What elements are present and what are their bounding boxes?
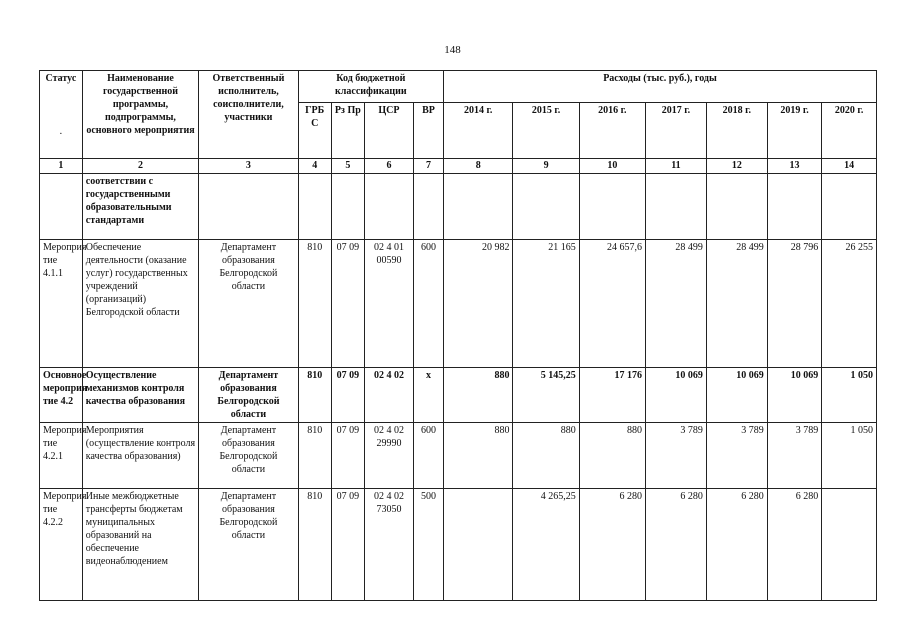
table-row: [40, 489, 877, 601]
vr-cell: х: [414, 368, 444, 423]
value-cell: 24 657,6: [579, 240, 645, 368]
value-cell: [444, 489, 513, 601]
column-number: 9: [513, 159, 579, 174]
name-cell: Мероприятия (осуществление контроля качества образования): [82, 423, 198, 489]
budget-table: [39, 70, 877, 601]
status-cell: Мероприя тие 4.2.1: [40, 423, 83, 489]
value-cell: 21 165: [513, 240, 579, 368]
value-cell: 6 280: [767, 489, 822, 601]
column-number: 2: [82, 159, 198, 174]
vr-header: ВР: [414, 103, 444, 159]
csr-cell: 02 4 02 73050: [364, 489, 413, 601]
year-header: 2016 г.: [579, 103, 645, 159]
value-cell: 6 280: [579, 489, 645, 601]
status-header-mark: .: [59, 126, 63, 137]
column-number: 3: [199, 159, 298, 174]
responsible-cell: Департамент образования Белгородской области: [199, 489, 298, 601]
grbs-cell: 810: [298, 489, 331, 601]
value-cell: [767, 174, 822, 240]
status-cell: Основное мероприя тие 4.2: [40, 368, 83, 423]
value-cell: 3 789: [706, 423, 767, 489]
value-cell: 4 265,25: [513, 489, 579, 601]
column-number: 12: [706, 159, 767, 174]
table-row: [40, 423, 877, 489]
column-number: 14: [822, 159, 877, 174]
value-cell: [645, 174, 706, 240]
value-cell: 5 145,25: [513, 368, 579, 423]
rzpr-cell: [331, 174, 364, 240]
rzpr-cell: 07 09: [331, 489, 364, 601]
value-cell: 10 069: [706, 368, 767, 423]
year-header: 2015 г.: [513, 103, 579, 159]
year-header: 2019 г.: [767, 103, 822, 159]
value-cell: 3 789: [645, 423, 706, 489]
value-cell: 28 499: [706, 240, 767, 368]
column-number: 5: [331, 159, 364, 174]
year-header: 2017 г.: [645, 103, 706, 159]
value-cell: 1 050: [822, 368, 877, 423]
responsible-cell: [199, 174, 298, 240]
table-row: [40, 174, 877, 240]
csr-cell: [364, 174, 413, 240]
rzpr-cell: 07 09: [331, 423, 364, 489]
csr-cell: 02 4 02 29990: [364, 423, 413, 489]
rzpr-cell: 07 09: [331, 368, 364, 423]
responsible-header: Ответственный исполнитель, соисполнители, участники: [199, 71, 298, 159]
column-number: 8: [444, 159, 513, 174]
table-row: [40, 240, 877, 368]
table-row: [40, 368, 877, 423]
grbs-cell: 810: [298, 240, 331, 368]
value-cell: 880: [444, 368, 513, 423]
value-cell: 6 280: [706, 489, 767, 601]
rzpr-header: Рз Пр: [331, 103, 364, 159]
header-row-top: [40, 71, 877, 103]
value-cell: [513, 174, 579, 240]
status-header: [40, 71, 83, 159]
column-number: 10: [579, 159, 645, 174]
name-cell: Обеспечение деятельности (оказание услуг) государственных учреждений (организаций) Белгородской области: [82, 240, 198, 368]
value-cell: 1 050: [822, 423, 877, 489]
name-cell: соответствии с государственными образовательными стандартами: [82, 174, 198, 240]
expenses-header: Расходы (тыс. руб.), годы: [444, 71, 877, 103]
status-cell: [40, 174, 83, 240]
csr-cell: 02 4 02: [364, 368, 413, 423]
csr-header: ЦСР: [364, 103, 413, 159]
name-cell: Иные межбюджетные трансферты бюджетам муниципальных образований на обеспечение видеонаблюдением: [82, 489, 198, 601]
value-cell: 880: [513, 423, 579, 489]
name-cell: Осуществление механизмов контроля качества образования: [82, 368, 198, 423]
vr-cell: 600: [414, 423, 444, 489]
value-cell: 26 255: [822, 240, 877, 368]
value-cell: [579, 174, 645, 240]
value-cell: 880: [444, 423, 513, 489]
value-cell: 10 069: [767, 368, 822, 423]
status-cell: Мероприя тие 4.1.1: [40, 240, 83, 368]
value-cell: [706, 174, 767, 240]
column-number: 13: [767, 159, 822, 174]
grbs-cell: [298, 174, 331, 240]
column-number-row: [40, 159, 877, 174]
year-header: 2018 г.: [706, 103, 767, 159]
value-cell: 17 176: [579, 368, 645, 423]
page-number: 148: [444, 44, 461, 56]
responsible-cell: Департамент образования Белгородской области: [199, 423, 298, 489]
column-number: 6: [364, 159, 413, 174]
grbs-cell: 810: [298, 368, 331, 423]
status-cell: Мероприя тие 4.2.2: [40, 489, 83, 601]
vr-cell: 600: [414, 240, 444, 368]
csr-cell: 02 4 01 00590: [364, 240, 413, 368]
status-header-label: Статус: [45, 73, 77, 84]
value-cell: 10 069: [645, 368, 706, 423]
name-header: Наименование государственной программы, подпрограммы, основного мероприятия: [82, 71, 198, 159]
vr-cell: [414, 174, 444, 240]
grbs-header: ГРБ С: [298, 103, 331, 159]
responsible-cell: Департамент образования Белгородской области: [199, 368, 298, 423]
value-cell: 6 280: [645, 489, 706, 601]
column-number: 11: [645, 159, 706, 174]
rzpr-cell: 07 09: [331, 240, 364, 368]
grbs-cell: 810: [298, 423, 331, 489]
column-number: 4: [298, 159, 331, 174]
value-cell: 3 789: [767, 423, 822, 489]
value-cell: [822, 489, 877, 601]
year-header: 2020 г.: [822, 103, 877, 159]
value-cell: [444, 174, 513, 240]
vr-cell: 500: [414, 489, 444, 601]
responsible-cell: Департамент образования Белгородской области: [199, 240, 298, 368]
year-header: 2014 г.: [444, 103, 513, 159]
value-cell: 880: [579, 423, 645, 489]
column-number: 7: [414, 159, 444, 174]
value-cell: [822, 174, 877, 240]
value-cell: 28 499: [645, 240, 706, 368]
value-cell: 20 982: [444, 240, 513, 368]
column-number: 1: [40, 159, 83, 174]
budget-code-header: Код бюджетной классификации: [298, 71, 443, 103]
value-cell: 28 796: [767, 240, 822, 368]
